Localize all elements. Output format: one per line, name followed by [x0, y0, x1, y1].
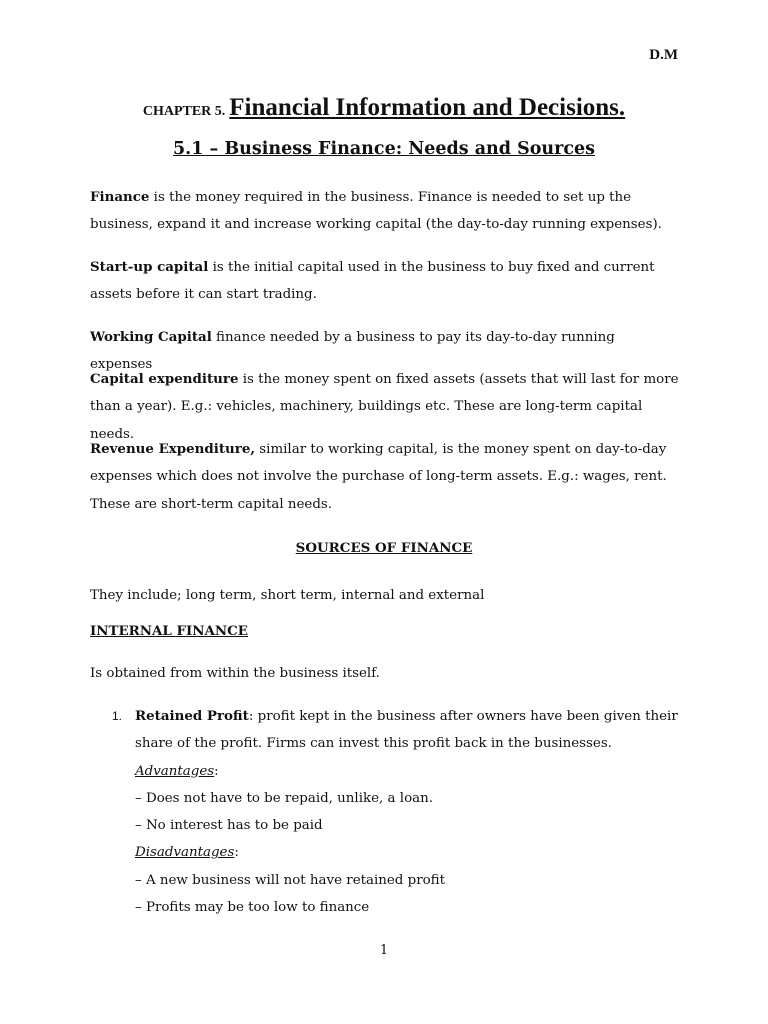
list-item-term: Retained Profit	[135, 708, 249, 724]
sources-intro: They include; long term, short term, internal and external	[90, 588, 485, 603]
definition-term: Working Capital	[90, 329, 212, 345]
definition-text: is the initial capital used in the business to buy fixed and current assets before it can start trading.	[90, 260, 655, 303]
list-number: 1.	[112, 709, 123, 723]
chapter-heading	[0, 94, 768, 122]
definition-revenue-expenditure	[90, 436, 680, 518]
chapter-title: Financial Information and Decisions.	[229, 94, 626, 121]
definition-term: Revenue Expenditure,	[90, 441, 256, 457]
advantage-item: – No interest has to be paid	[135, 818, 323, 834]
advantages-heading: Advantages:	[135, 763, 219, 779]
sources-heading: SOURCES OF FINANCE	[295, 540, 473, 556]
disadvantage-item: – Profits may be too low to finance	[135, 900, 370, 916]
advantage-item: – Does not have to be repaid, unlike, a loan.	[135, 790, 433, 806]
disadvantages-heading: Disadvantages:	[135, 845, 239, 861]
list-item-retained-profit	[135, 703, 680, 921]
chapter-label: CHAPTER 5.	[142, 104, 226, 119]
definition-term: Start-up capital	[90, 259, 209, 275]
disadvantages-label: Disadvantages	[135, 845, 235, 861]
definition-term: Capital expenditure	[90, 371, 239, 387]
list-item-text: : profit kept in the business after owners have been given their share of the profit. Firms can invest this profit back in the businesses.	[135, 709, 678, 752]
advantages-label: Advantages	[135, 763, 215, 779]
definition-text: is the money spent on fixed assets (assets that will last for more than a year). E.g.: vehicles, machinery, buildings etc. These are long-term capital needs.	[90, 372, 679, 442]
definition-text: finance needed by a business to pay its day-to-day running expenses	[90, 330, 615, 373]
internal-finance-intro: Is obtained from within the business itself.	[90, 666, 380, 681]
definition-term: Finance	[90, 189, 150, 205]
page-number: 1	[379, 943, 389, 958]
disadvantage-item: – A new business will not have retained profit	[135, 872, 445, 888]
header-initials: D.M	[649, 47, 678, 63]
definition-start-up-capital	[90, 254, 680, 309]
definition-text: is the money required in the business. Finance is needed to set up the business, expand it and increase working capital (the day-to-day running expenses).	[90, 190, 662, 233]
internal-finance-heading: INTERNAL FINANCE	[90, 623, 249, 639]
list-item-description	[135, 703, 680, 758]
definition-finance	[90, 184, 680, 239]
section-title: 5.1 – Business Finance: Needs and Sources	[173, 139, 595, 159]
definition-text: similar to working capital, is the money spent on day-to-day expenses which does not involve the purchase of long-term assets. E.g.: wages, rent. These are short-term capital needs.	[90, 442, 667, 512]
